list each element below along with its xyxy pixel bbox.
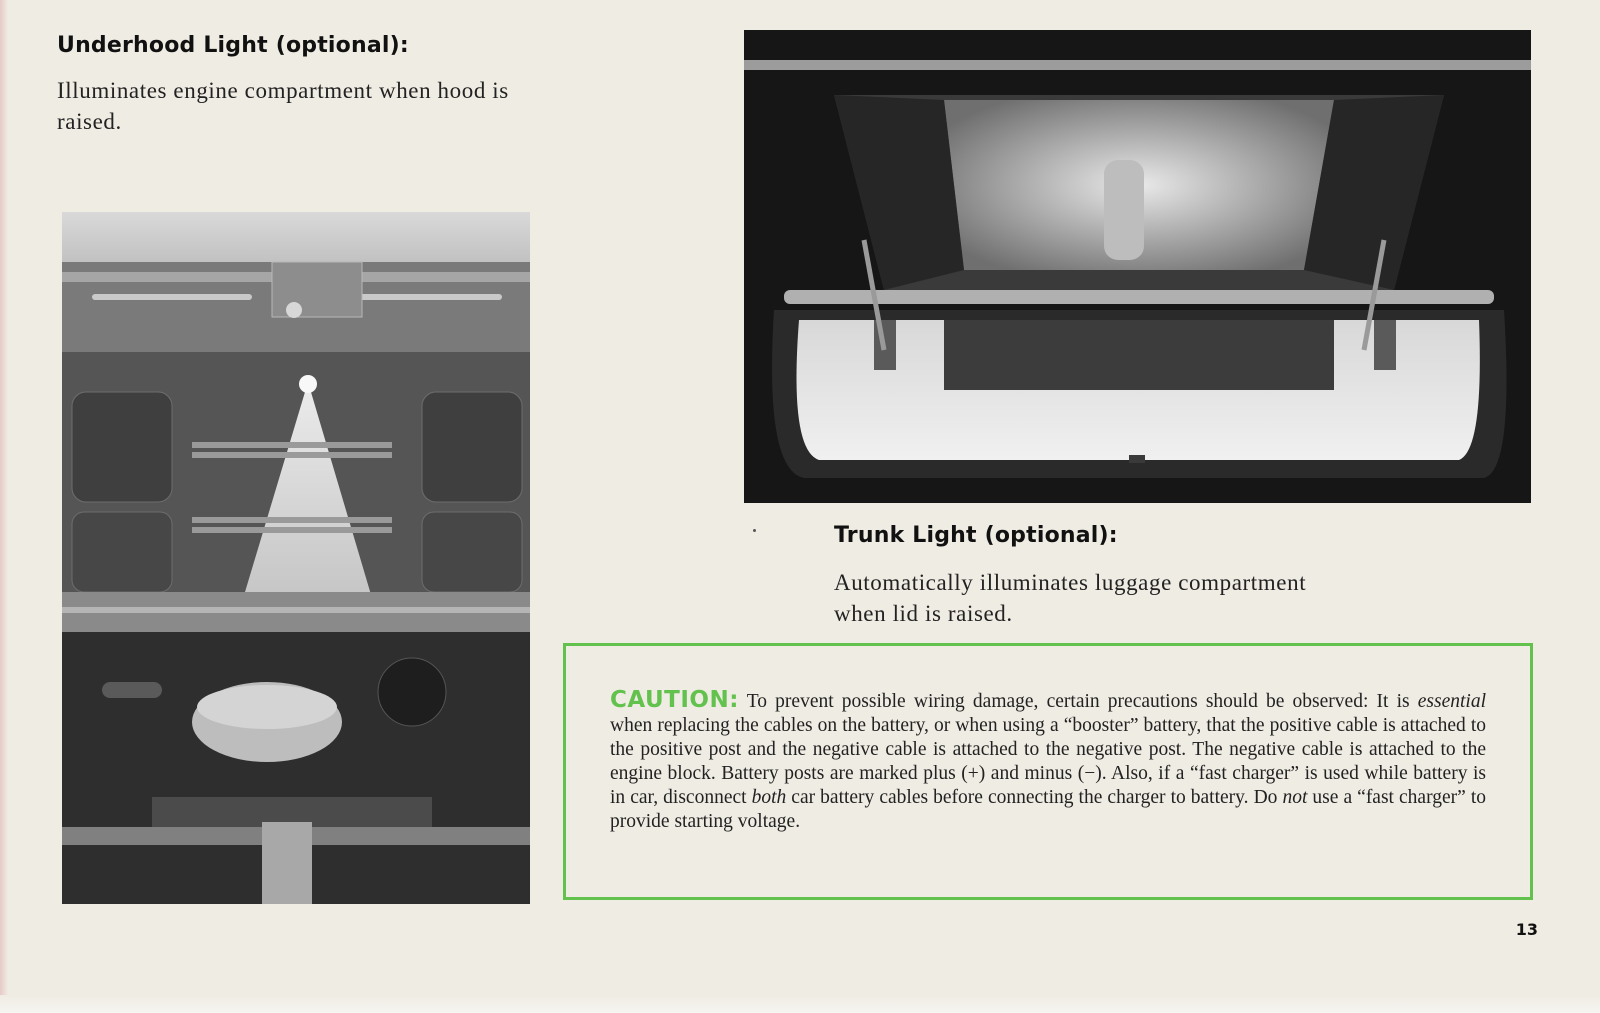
caution-emphasis-both: both: [751, 787, 787, 808]
page-edge: [0, 0, 8, 1013]
underhood-light-heading: Underhood Light (optional):: [57, 33, 409, 58]
caution-emphasis-not: not: [1282, 787, 1308, 808]
caution-emphasis-essential: essential: [1417, 691, 1486, 712]
caution-text-4: use a “fast charger” to provide starting voltage.: [610, 787, 1486, 832]
trunk-compartment-photo: [744, 30, 1531, 503]
print-speck: [753, 529, 756, 532]
page-bottom-edge: [0, 995, 1600, 1013]
caution-box: [563, 643, 1533, 900]
trunk-light-heading: Trunk Light (optional):: [834, 523, 1118, 548]
caution-text-1: To prevent possible wiring damage, certain precautions should be observed: It is: [738, 691, 1418, 712]
caution-label: CAUTION:: [610, 687, 739, 713]
caution-text-3: car battery cables before connecting the charger to battery. Do: [786, 787, 1283, 808]
page-number: 13: [1515, 920, 1538, 939]
caution-text-2: when replacing the cables on the battery, or when using a “booster” battery, that the positive cable is attached to the positive post and the negative cable is attached to the negative post. The negative cable is attached to the engine block. Battery posts are marked plus (+) and minus (−). Also, if a “fast charger” is used while battery is in car, disconnect: [610, 715, 1486, 808]
underhood-light-description: Illuminates engine compartment when hood is raised.: [57, 78, 509, 134]
trunk-light-description: Automatically illuminates luggage compartment when lid is raised.: [834, 570, 1307, 626]
engine-compartment-photo: [62, 212, 530, 904]
caution-paragraph: [610, 688, 1486, 834]
